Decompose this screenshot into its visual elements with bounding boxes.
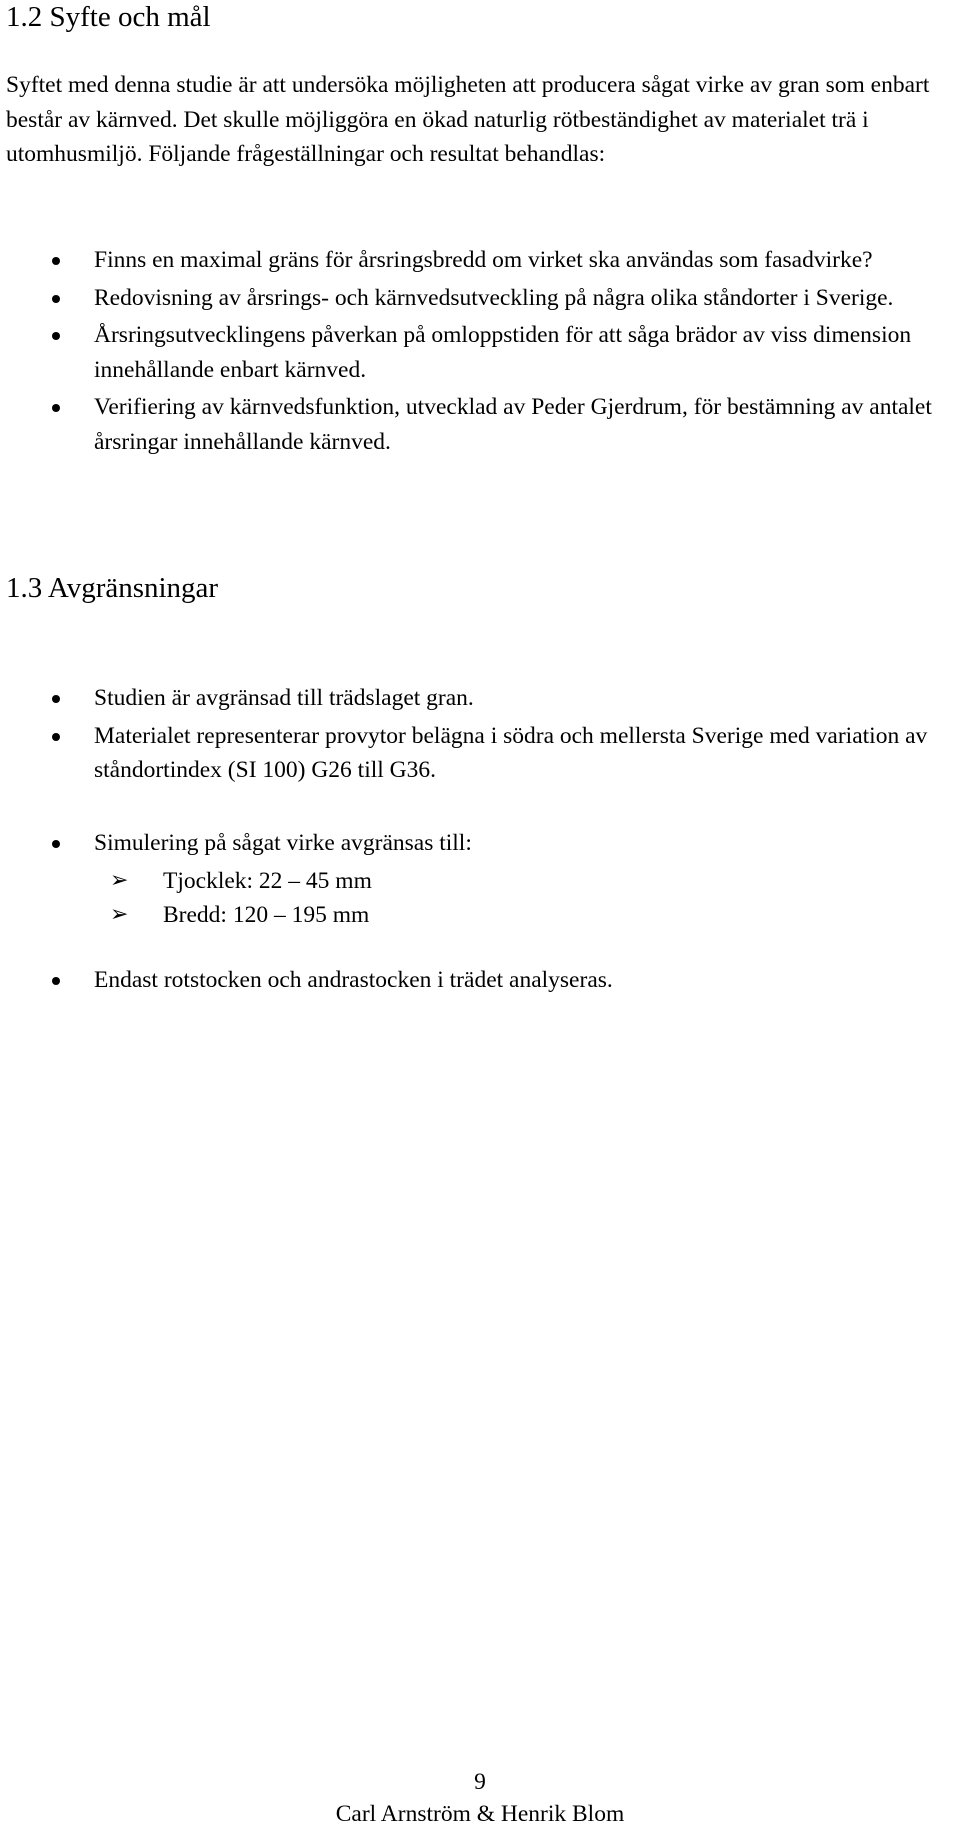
list-item-text: Simulering på sågat virke avgränsas till: [94, 830, 472, 856]
sub-list-item-text: Tjocklek: 22 – 45 mm [163, 867, 372, 894]
page-number: 9 [474, 1769, 486, 1795]
list-item-text: Årsringsutvecklingens påverkan på omloppstiden för att såga brädor av viss dimension innehållande enbart kärnved. [94, 322, 912, 383]
sub-list-item [0, 898, 955, 933]
list-item [0, 281, 955, 316]
sub-list-container [0, 864, 955, 933]
list-item-text: Materialet representerar provytor belägna i södra och mellersta Sverige med variation av ståndortindex (SI 100) G26 till G36. [94, 722, 928, 783]
sub-list-item-text: Bredd: 120 – 195 mm [163, 902, 370, 928]
bullet-icon [52, 257, 60, 265]
section-heading-syfte: 1.2 Syfte och mål [6, 1, 211, 33]
bullet-icon [52, 840, 60, 848]
intro-paragraph: Syftet med denna studie är att undersöka möjligheten att producera sågat virke av gran som enbart består av kärnved. Det skulle möjliggöra en ökad naturlig rötbeständighet av materialet trä i utomhusmiljö. Följande frågeställningar och resultat behandlas: [6, 72, 930, 167]
bullet-icon [52, 695, 60, 703]
limitation-list [0, 681, 955, 791]
list-item-text: Finns en maximal gräns för årsringsbredd om virket ska användas som fasadvirke? [94, 247, 873, 273]
list-item [0, 681, 955, 716]
footer-authors: Carl Arnström & Henrik Blom [335, 1801, 625, 1827]
list-item [0, 318, 955, 387]
bullet-icon [52, 332, 60, 340]
sub-list [0, 864, 955, 933]
bullet-icon [52, 977, 60, 985]
section-heading-avgransningar: 1.3 Avgränsningar [6, 572, 219, 604]
simulation-list [0, 826, 955, 936]
list-item [0, 390, 955, 459]
arrowhead-bullet-icon: ➢ [110, 867, 129, 893]
list-item-text: Verifiering av kärnvedsfunktion, utvecklad av Peder Gjerdrum, för bestämning av antalet årsringar innehållande kärnved. [94, 394, 932, 455]
bullet-icon [52, 295, 60, 303]
question-list [0, 243, 955, 462]
list-item [0, 243, 955, 278]
bullet-icon [52, 404, 60, 412]
list-item [0, 719, 955, 788]
final-list [0, 963, 955, 1001]
list-item-text: Redovisning av årsrings- och kärnvedsutveckling på några olika ståndorter i Sverige. [94, 284, 894, 311]
sub-list-item [0, 864, 955, 899]
bullet-icon [52, 733, 60, 741]
list-item [0, 826, 955, 861]
list-item [0, 963, 955, 998]
arrowhead-bullet-icon: ➢ [110, 902, 129, 927]
list-item-text: Studien är avgränsad till trädslaget gran. [94, 685, 474, 711]
list-item-text: Endast rotstocken och andrastocken i trädet analyseras. [94, 967, 613, 993]
